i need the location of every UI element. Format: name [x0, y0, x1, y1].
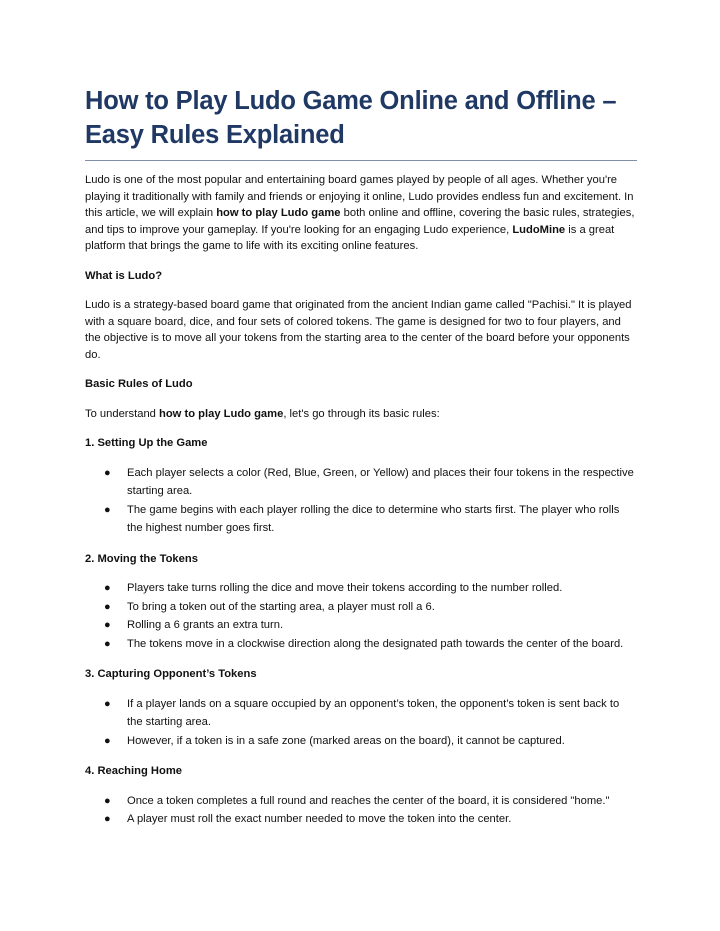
list-item-text: However, if a token is in a safe zone (marked areas on the board), it cannot be captured. — [127, 734, 565, 747]
basic-rules-heading: Basic Rules of Ludo — [85, 378, 193, 390]
list-item-text: Rolling a 6 grants an extra turn. — [127, 619, 284, 631]
list-item — [85, 579, 637, 598]
list-item-text: To bring a token out of the starting area, a player must roll a 6. — [127, 600, 435, 613]
section-list-home — [85, 792, 637, 829]
document-page — [85, 84, 637, 829]
bullet-icon: ● — [104, 697, 111, 710]
list-item — [85, 695, 637, 732]
lead-text-1: To understand — [85, 407, 160, 420]
list-item — [85, 501, 637, 538]
bullet-icon: ● — [104, 794, 111, 807]
list-item-text: A player must roll the exact number needed to move the token into the center. — [127, 813, 512, 825]
title-divider — [85, 160, 637, 161]
bullet-icon: ● — [104, 637, 111, 650]
bullet-icon: ● — [104, 813, 111, 825]
bullet-icon: ● — [104, 582, 111, 594]
section-heading-home: 4. Reaching Home — [85, 765, 182, 777]
lead-bold: how to play Ludo game — [159, 407, 284, 420]
bullet-icon: ● — [104, 619, 111, 631]
list-item — [85, 732, 637, 751]
list-item — [85, 792, 637, 811]
list-item-text: If a player lands on a square occupied by an opponent’s token, the opponent’s token is sent back to the starting area. — [127, 697, 620, 728]
list-item-text: Once a token completes a full round and reaches the center of the board, it is considered "home." — [127, 794, 610, 807]
intro-text-1: Ludo is one of the most popular and entertaining board games played by people of all ages. Whether you're playing it traditionally with family and friends or enjoying it online, Ludo provides endless fun and excitement. In this article, we will explain — [85, 174, 634, 219]
section-heading-capturing: 3. Capturing Opponent’s Tokens — [85, 668, 257, 680]
bullet-icon: ● — [104, 734, 111, 747]
list-item-text: Players take turns rolling the dice and move their tokens according to the number rolled. — [127, 582, 563, 594]
list-item-text: Each player selects a color (Red, Blue, Green, or Yellow) and places their four tokens in the respective starting area. — [127, 466, 634, 497]
page-title: How to Play Ludo Game Online and Offline – Easy Rules Explained — [85, 87, 617, 149]
section-list-capturing — [85, 695, 637, 751]
section-list-moving — [85, 579, 637, 653]
list-item-text: The game begins with each player rolling the dice to determine who starts first. The player who rolls the highest number goes first. — [127, 503, 620, 534]
intro-text-2: both online and offline, covering the basic rules, strategies, and tips to improve your gameplay. If you're looking for an engaging Ludo experience, — [85, 207, 635, 236]
list-item-text: The tokens move in a clockwise direction along the designated path towards the center of the board. — [127, 637, 624, 650]
section-list-setup — [85, 464, 637, 538]
what-is-heading: What is Ludo? — [85, 269, 163, 282]
list-item — [85, 810, 637, 829]
list-item — [85, 464, 637, 501]
intro-bold-1: how to play Ludo game — [216, 207, 341, 219]
list-item — [85, 635, 637, 654]
bullet-icon: ● — [104, 466, 111, 479]
lead-text-2: , let's go through its basic rules: — [283, 407, 440, 420]
bullet-icon: ● — [104, 600, 111, 613]
basic-rules-lead — [85, 406, 637, 423]
section-heading-setup: 1. Setting Up the Game — [85, 437, 208, 449]
list-item — [85, 616, 637, 635]
intro-paragraph — [85, 172, 637, 255]
list-item — [85, 598, 637, 617]
section-heading-moving: 2. Moving the Tokens — [85, 552, 198, 565]
what-is-paragraph: Ludo is a strategy-based board game that originated from the ancient Indian game called "Pachisi." It is played with a square board, dice, and four sets of colored tokens. The game is designed for two to four players, and the objective is to move all your tokens from the starting area to the center of the board before your opponents do. — [85, 299, 632, 361]
intro-text-3: is a great platform that brings the game to life with its exciting online features. — [85, 223, 615, 252]
intro-bold-2: LudoMine — [512, 223, 566, 236]
bullet-icon: ● — [104, 503, 111, 516]
